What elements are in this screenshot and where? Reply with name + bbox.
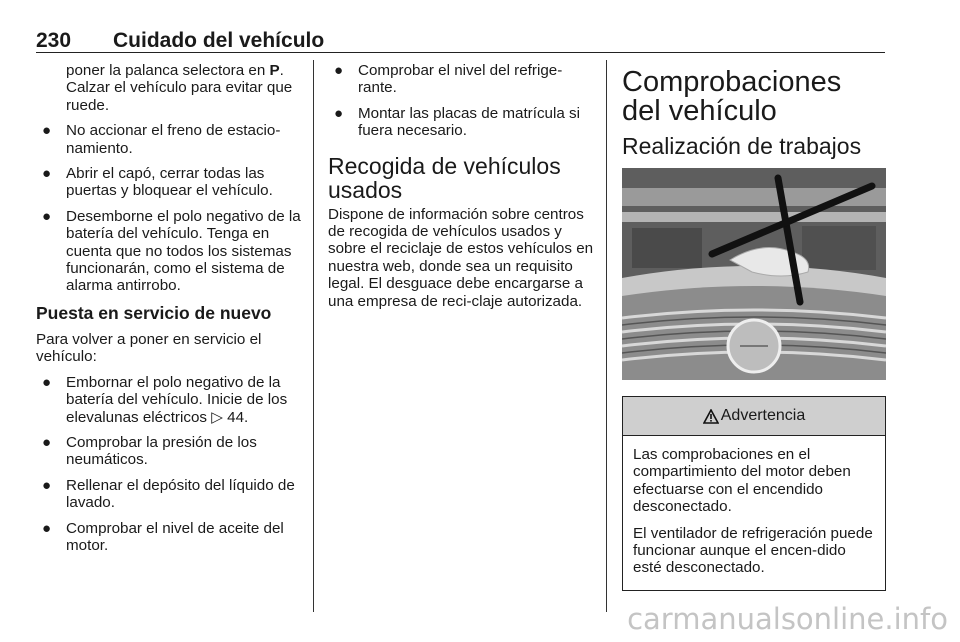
warning-header xyxy=(623,397,885,436)
column-2 xyxy=(328,62,595,318)
bullet-list xyxy=(328,62,595,140)
engine-hood-photo xyxy=(622,168,886,380)
subsection-heading: Puesta en servicio de nuevo xyxy=(36,302,272,323)
chapter-title: Comprobaciones del vehículo xyxy=(622,66,842,127)
warning-paragraph: Las comprobaciones en el compartimiento del motor deben efectuarse con el encendido desconectado. xyxy=(633,446,851,516)
list-item: ● Embornar el polo negativo de la batería del vehículo. Inicie de los elevalunas eléctricos ▷ 44. xyxy=(42,373,288,426)
header-rule xyxy=(36,52,885,53)
page-ref-icon: ▷ xyxy=(211,408,223,426)
column-divider xyxy=(606,60,607,612)
warning-body xyxy=(623,436,885,590)
list-item: ● Comprobar el nivel del refrige-rante. xyxy=(334,62,563,97)
column-divider xyxy=(313,60,314,612)
intro-text: Para volver a poner en servicio el vehículo: xyxy=(36,330,262,366)
warning-paragraph: El ventilador de refrigeración puede funcionar aunque el encen-dido esté desconectado. xyxy=(633,524,873,577)
list-item: ● Desemborne el polo negativo de la batería del vehículo. Tenga en cuenta que no todos los sistemas funcionarán, como el sistema de alarma antirrobo. xyxy=(42,207,301,295)
list-item: ● No accionar el freno de estacio-namiento. xyxy=(42,122,281,157)
column-1 xyxy=(36,62,301,562)
body-text: Dispone de información sobre centros de recogida de vehículos usados y sobre el reciclaje de estos vehículos en nuestra web, donde sea un requisito legal. El desguace debe encargarse a una empresa de reci-claje autorizada. xyxy=(328,205,594,310)
warning-triangle-icon xyxy=(703,409,719,424)
bullet-list xyxy=(36,122,301,295)
section-heading: Realización de trabajos xyxy=(622,133,862,159)
page-ref[interactable]: 44 xyxy=(227,408,245,426)
warning-title: Advertencia xyxy=(720,407,806,425)
list-item: ● Montar las placas de matrícula si fuera necesario. xyxy=(334,104,580,140)
section-title: Cuidado del vehículo xyxy=(113,29,325,52)
list-item: ● Rellenar el depósito del líquido de lavado. xyxy=(42,476,295,512)
bullet-list xyxy=(36,374,301,555)
section-heading: Recogida de vehículos usados xyxy=(328,152,561,203)
continued-text: poner la palanca selectora en P. Calzar el vehículo para evitar que ruede. xyxy=(66,62,293,114)
warning-box xyxy=(622,396,886,591)
page-number: 230 xyxy=(36,29,72,52)
list-item: ● Comprobar la presión de los neumáticos. xyxy=(42,433,257,469)
list-item: ● Abrir el capó, cerrar todas las puertas y bloquear el vehículo. xyxy=(42,165,273,200)
column-3 xyxy=(622,66,886,591)
watermark: carmanualsonline.info xyxy=(627,602,948,636)
list-item: ● Comprobar el nivel de aceite del motor. xyxy=(42,519,284,554)
